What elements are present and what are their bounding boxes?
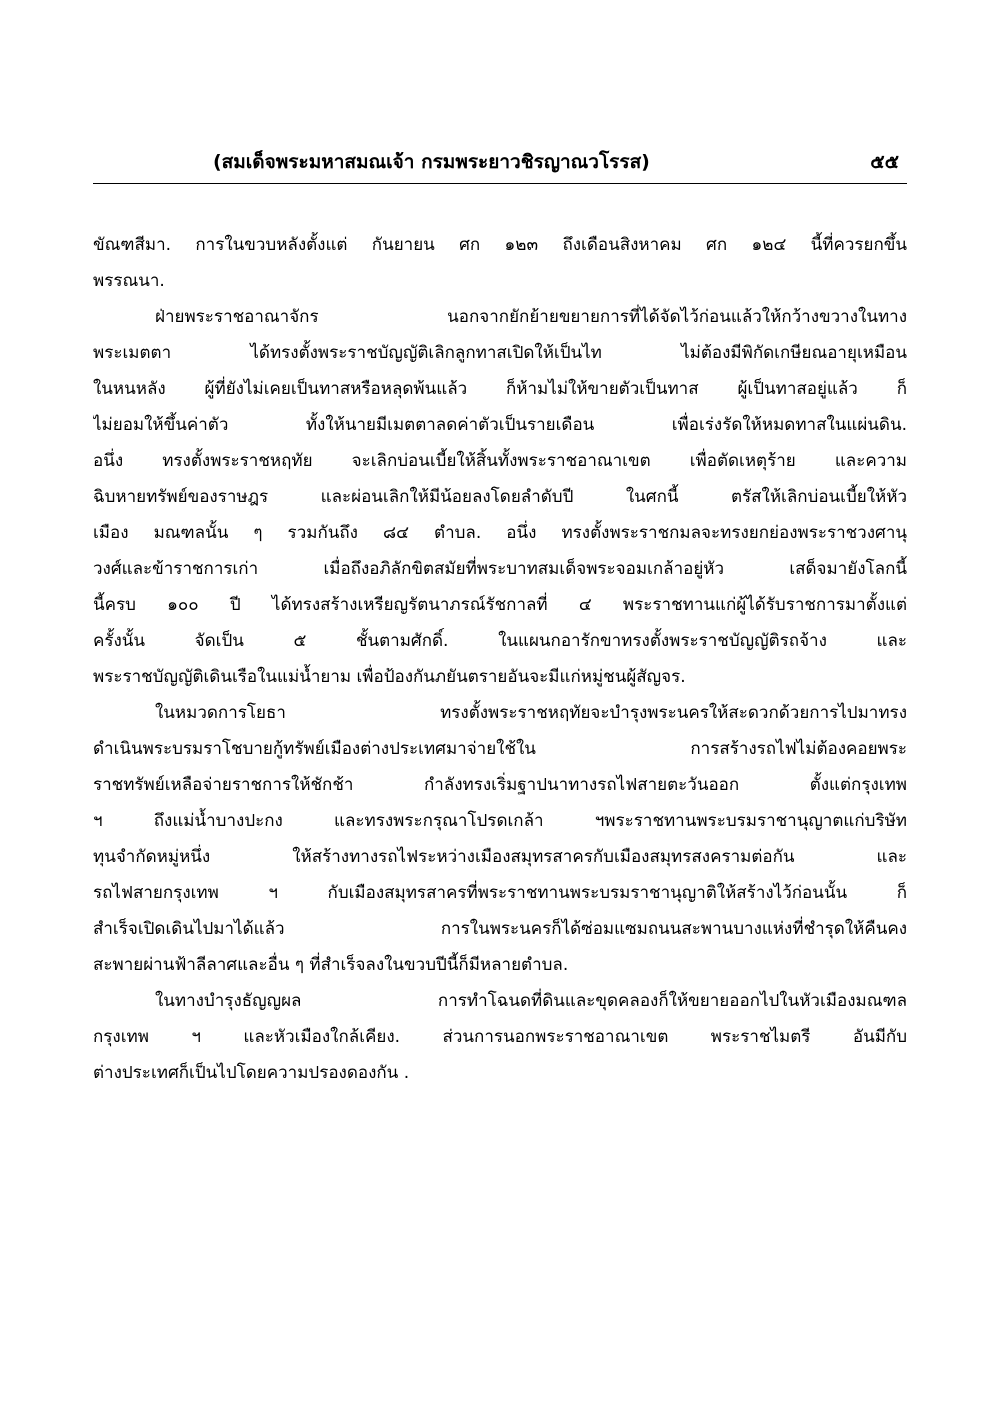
text-line: รถไฟสายกรุงเทพ ฯ กับเมืองสมุทรสาครที่พระราชทานพระบรมราชานุญาติให้สร้างไว้ก่อนนั้น ก็ <box>93 883 907 903</box>
text-line: พระราชบัญญัติเดินเรือในแม่น้ำยาม เพื่อป้องกันภยันตรายอันจะมีแก่หมู่ชนผู้สัญจร. <box>93 667 686 687</box>
text-line: ขัณฑสีมา. การในขวบหลังตั้งแต่ กันยายน ศก ๑๒๓ ถึงเดือนสิงหาคม ศก ๑๒๔ นี้ที่ควรยกขึ้น <box>93 235 907 255</box>
text-line: ฝ่ายพระราชอาณาจักร นอกจากยักย้ายขยายการที่ได้จัดไว้ก่อนแล้วให้กว้างขวางในทาง <box>155 307 907 327</box>
text-line: วงศ์และข้าราชการเก่า เมื่อถึงอภิลักขิตสมัยที่พระบาทสมเด็จพระจอมเกล้าอยู่หัว เสด็จมายังโลกนี้ <box>93 559 907 579</box>
text-line: ฯ ถึงแม่น้ำบางปะกง และทรงพระกรุณาโปรดเกล้า ฯพระราชทานพระบรมราชานุญาตแก่บริษัท <box>93 811 907 831</box>
text-line: ดำเนินพระบรมราโชบายกู้ทรัพย์เมืองต่างประเทศมาจ่ายใช้ใน การสร้างรถไฟไม่ต้องคอยพระ <box>93 739 907 759</box>
body-text <box>93 227 907 1091</box>
text-line: กรุงเทพ ฯ และหัวเมืองใกล้เคียง. ส่วนการนอกพระราชอาณาเขต พระราชไมตรี อันมีกับ <box>93 1027 907 1047</box>
text-line: ต่างประเทศก็เป็นไปโดยความปรองดองกัน . <box>93 1063 410 1083</box>
text-line: สะพายผ่านฟ้าลีลาศและอื่น ๆ ที่สำเร็จลงในขวบปีนี้ก็มีหลายตำบล. <box>93 955 569 975</box>
page-number: ๕๕ <box>870 151 899 173</box>
text-line: ฉิบหายทรัพย์ของราษฎร และผ่อนเลิกให้มีน้อยลงโดยลำดับปี ในศกนี้ ตรัสให้เลิกบ่อนเบี้ยให้หัว <box>93 487 907 507</box>
text-line: สำเร็จเปิดเดินไปมาได้แล้ว การในพระนครก็ได้ซ่อมแซมถนนสะพานบางแห่งที่ชำรุดให้คืนคง <box>93 919 907 939</box>
running-header-title: (สมเด็จพระมหาสมณเจ้า กรมพระยาวชิรญาณวโรรส) <box>213 151 650 173</box>
text-line: ในหนหลัง ผู้ที่ยังไม่เคยเป็นทาสหรือหลุดพ้นแล้ว ก็ห้ามไม่ให้ขายตัวเป็นทาส ผู้เป็นทาสอยู่แล้ว ก็ <box>93 379 907 399</box>
text-line: พระเมตตา ได้ทรงตั้งพระราชบัญญัติเลิกลูกทาสเปิดให้เป็นไท ไม่ต้องมีพิกัดเกษียณอายุเหมือน <box>93 343 907 363</box>
text-line: ในทางบำรุงธัญญผล การทำโฉนดที่ดินและขุดคลองก็ให้ขยายออกไปในหัวเมืองมณฑล <box>155 991 907 1011</box>
text-line: ไม่ยอมให้ขึ้นค่าตัว ทั้งให้นายมีเมตตาลดค่าตัวเป็นรายเดือน เพื่อเร่งรัดให้หมดทาสในแผ่นดิน. <box>93 415 907 435</box>
page-header <box>93 148 907 184</box>
text-line: ทุนจำกัดหมู่หนึ่ง ให้สร้างทางรถไฟระหว่างเมืองสมุทรสาครกับเมืองสมุทรสงครามต่อกัน และ <box>93 847 907 867</box>
text-line: พรรณนา. <box>93 271 165 291</box>
text-line: เมือง มณฑลนั้น ๆ รวมกันถึง ๘๔ ตำบล. อนึ่ง ทรงตั้งพระราชกมลจะทรงยกย่องพระราชวงศานุ <box>93 523 907 543</box>
text-line: ราชทรัพย์เหลือจ่ายราชการให้ชักช้า กำลังทรงเริ่มฐาปนาทางรถไฟสายตะวันออก ตั้งแต่กรุงเทพ <box>93 775 907 795</box>
header-rule <box>93 183 907 184</box>
text-line: อนึ่ง ทรงตั้งพระราชหฤทัย จะเลิกบ่อนเบี้ยให้สิ้นทั้งพระราชอาณาเขต เพื่อตัดเหตุร้าย และความ <box>93 451 907 471</box>
text-line: ครั้งนั้น จัดเป็น ๕ ชั้นตามศักดิ์. ในแผนกอารักขาทรงตั้งพระราชบัญญัติรถจ้าง และ <box>93 631 907 651</box>
text-line: นี้ครบ ๑๐๐ ปี ได้ทรงสร้างเหรียญรัตนาภรณ์รัชกาลที่ ๔ พระราชทานแก่ผู้ได้รับราชการมาตั้งแต่ <box>93 595 907 615</box>
text-line: ในหมวดการโยธา ทรงตั้งพระราชหฤทัยจะบำรุงพระนครให้สะดวกด้วยการไปมาทรง <box>155 703 907 723</box>
